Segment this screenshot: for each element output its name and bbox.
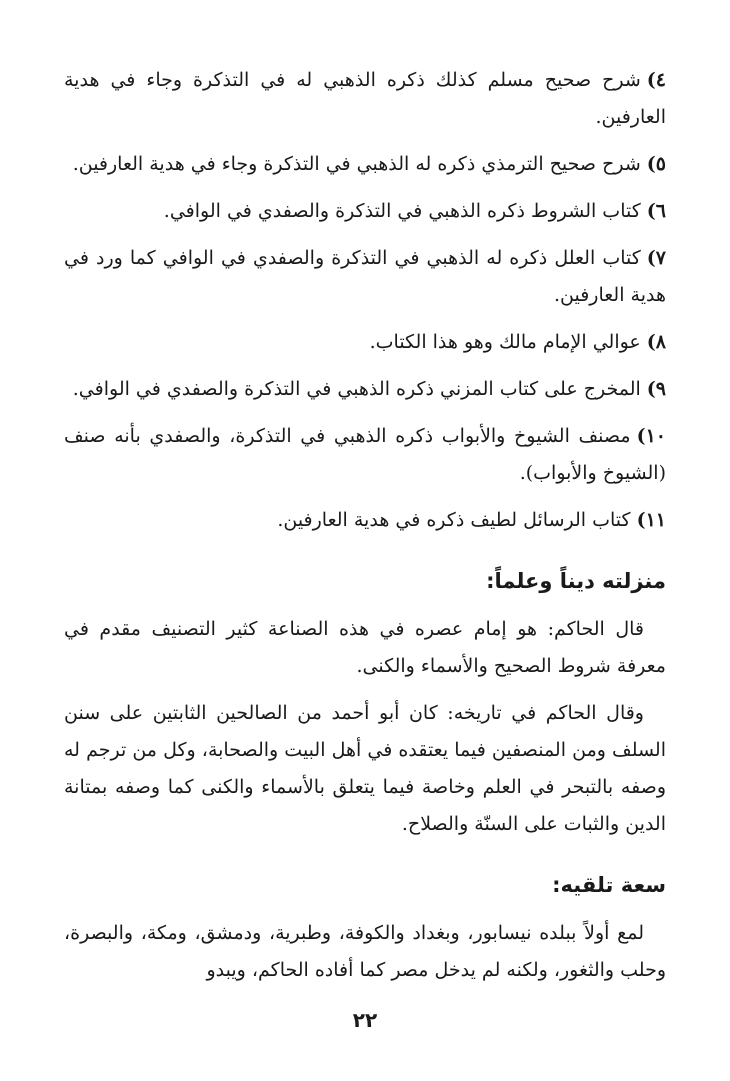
item-number: ٨) xyxy=(646,331,666,353)
item-number: ٤) xyxy=(646,69,666,91)
item-text: كتاب الشروط ذكره الذهبي في التذكرة والصفدي في الوافي. xyxy=(163,200,641,222)
page-number: ٢٢ xyxy=(352,1008,378,1032)
item-text: عوالي الإمام مالك وهو هذا الكتاب. xyxy=(369,331,641,353)
item-number: ٩) xyxy=(646,378,666,400)
section-heading-status: منزلته ديناً وعلماً: xyxy=(486,569,666,593)
item-text: كتاب العلل ذكره له الذهبي في التذكرة والصفدي في الوافي كما ورد في هدية العارفين. xyxy=(64,247,666,306)
section-heading-learning: سعة تلقيه: xyxy=(552,873,666,897)
item-number: ١٠) xyxy=(636,425,666,447)
list-item-7 xyxy=(64,240,666,314)
page-content xyxy=(64,62,666,999)
item-text: كتاب الرسائل لطيف ذكره في هدية العارفين. xyxy=(277,509,631,531)
item-text: شرح صحيح مسلم كذلك ذكره الذهبي له في التذكرة وجاء في هدية العارفين. xyxy=(64,69,666,128)
item-text: شرح صحيح الترمذي ذكره له الذهبي في التذكرة وجاء في هدية العارفين. xyxy=(72,153,641,175)
item-number: ١١) xyxy=(636,509,666,531)
list-item-10 xyxy=(64,418,666,492)
item-number: ٧) xyxy=(646,247,666,269)
item-number: ٥) xyxy=(646,153,666,175)
list-item-11 xyxy=(64,502,666,539)
paragraph: قال الحاكم: هو إمام عصره في هذه الصناعة كثير التصنيف مقدم في معرفة شروط الصحيح والأسماء والكنى. xyxy=(64,618,666,677)
item-text: مصنف الشيوخ والأبواب ذكره الذهبي في التذكرة، والصفدي بأنه صنف (الشيوخ والأبواب). xyxy=(64,425,666,484)
list-item-4 xyxy=(64,62,666,136)
item-text: المخرج على كتاب المزني ذكره الذهبي في التذكرة والصفدي في الوافي. xyxy=(72,378,641,400)
list-item-9 xyxy=(64,371,666,408)
paragraph: لمع أولاً ببلده نيسابور، وبغداد والكوفة، وطبرية، ودمشق، ومكة، والبصرة، وحلب والثغور، ولكنه لم يدخل مصر كما أفاده الحاكم، ويبدو xyxy=(64,922,666,981)
list-item-8 xyxy=(64,324,666,361)
item-number: ٦) xyxy=(646,200,666,222)
list-item-5 xyxy=(64,146,666,183)
paragraph: وقال الحاكم في تاريخه: كان أبو أحمد من الصالحين الثابتين على سنن السلف ومن المنصفين فيما يعتقده في أهل البيت والصحابة، وكل من ترجم له وصفه بالتبحر في العلم وخاصة فيما يتعلق بالأسماء والكنى كما وصفه بمتانة الدين والثبات على السنّة والصلاح. xyxy=(64,702,666,835)
list-item-6 xyxy=(64,193,666,230)
